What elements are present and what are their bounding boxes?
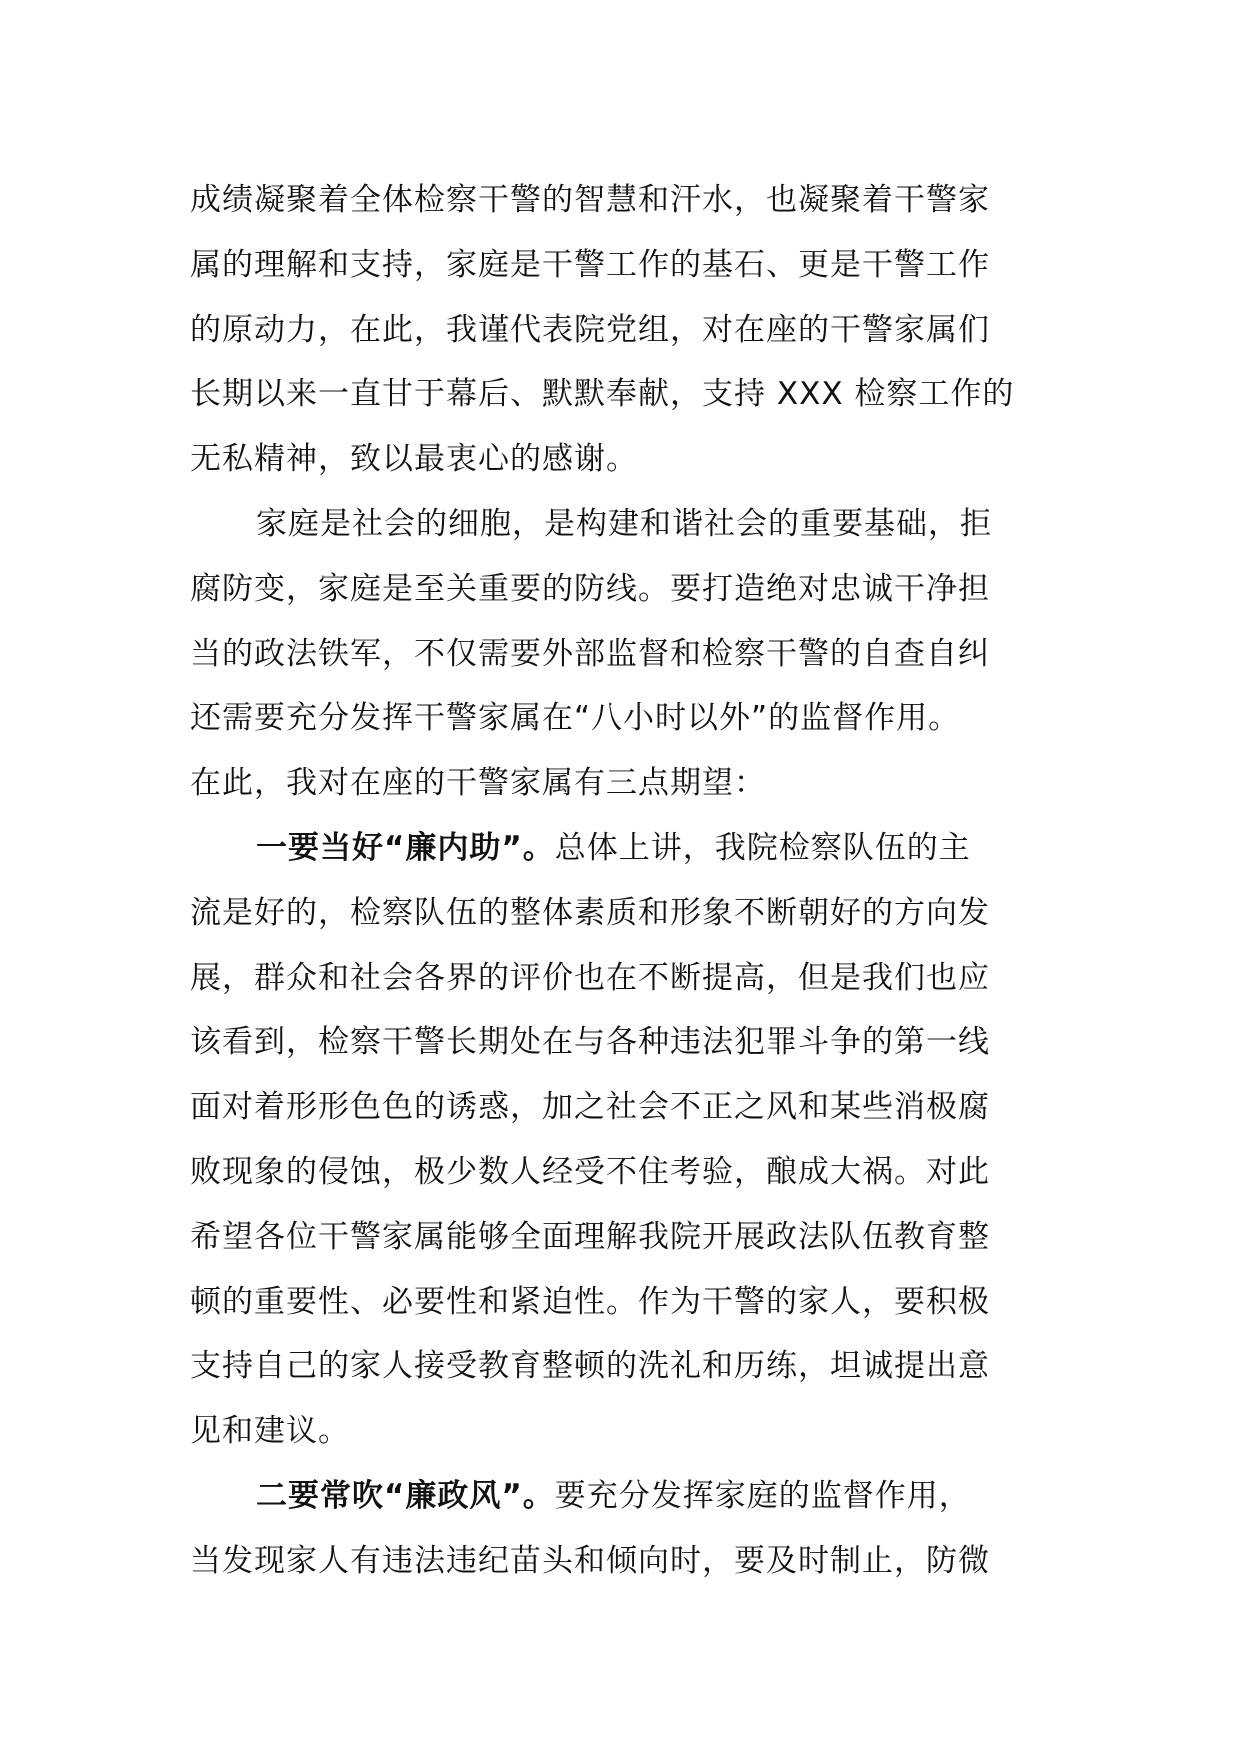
text-line: 支持自己的家人接受教育整顿的洗礼和历练，坦诚提出意 <box>190 1348 990 1385</box>
text-line: 见和建议。 <box>190 1413 350 1450</box>
text-line: 腐防变，家庭是至关重要的防线。要打造绝对忠诚干净担 <box>190 570 990 607</box>
text-line: 的原动力，在此，我谨代表院党组，对在座的干警家属们 <box>190 311 990 348</box>
text-line: 展，群众和社会各界的评价也在不断提高，但是我们也应 <box>190 959 990 996</box>
heading-continuation: 总体上讲，我院检察队伍的主 <box>554 829 971 866</box>
text-line: 顿的重要性、必要性和紧迫性。作为干警的家人，要积极 <box>190 1283 990 1320</box>
text-line: 还需要充分发挥干警家属在“八小时以外”的监督作用。 <box>190 700 961 737</box>
text-line: 希望各位干警家属能够全面理解我院开展政法队伍教育整 <box>190 1218 990 1255</box>
section-heading: 二要常吹“廉政风”。 <box>256 1477 555 1514</box>
text-line <box>190 1464 1062 1529</box>
paragraph-acknowledgement <box>190 168 1062 492</box>
text-line: 家庭是社会的细胞，是构建和谐社会的重要基础，拒 <box>256 505 992 542</box>
paragraph-point-two <box>190 1464 1062 1594</box>
text-line: 当的政法铁军，不仅需要外部监督和检察干警的自查自纠 <box>190 635 990 672</box>
text-line: 面对着形形色色的诱惑，加之社会不正之风和某些消极腐 <box>190 1089 990 1126</box>
text-line: 无私精神，致以最衷心的感谢。 <box>190 441 638 478</box>
text-line: 当发现家人有违法违纪苗头和倾向时，要及时制止，防微 <box>190 1542 990 1579</box>
heading-continuation: 要充分发挥家庭的监督作用， <box>554 1477 971 1514</box>
text-line: 属的理解和支持，家庭是干警工作的基石、更是干警工作 <box>190 246 990 283</box>
text-line: 成绩凝聚着全体检察干警的智慧和汗水，也凝聚着干警家 <box>190 182 990 218</box>
section-heading: 一要当好“廉内助”。 <box>256 829 555 866</box>
text-line: 在此，我对在座的干警家属有三点期望： <box>190 765 766 802</box>
text-line: 该看到，检察干警长期处在与各种违法犯罪斗争的第一线 <box>190 1024 990 1061</box>
paragraph-point-one <box>190 816 1062 1464</box>
document-page <box>190 168 1062 1594</box>
text-line <box>190 816 1062 881</box>
text-line: 流是好的，检察队伍的整体素质和形象不断朝好的方向发 <box>190 894 990 931</box>
text-line: 长期以来一直甘于幕后、默默奉献，支持 XXX 检察工作的 <box>190 376 1015 413</box>
paragraph-family-defense <box>190 492 1062 816</box>
text-line: 败现象的侵蚀，极少数人经受不住考验，酿成大祸。对此 <box>190 1153 990 1190</box>
